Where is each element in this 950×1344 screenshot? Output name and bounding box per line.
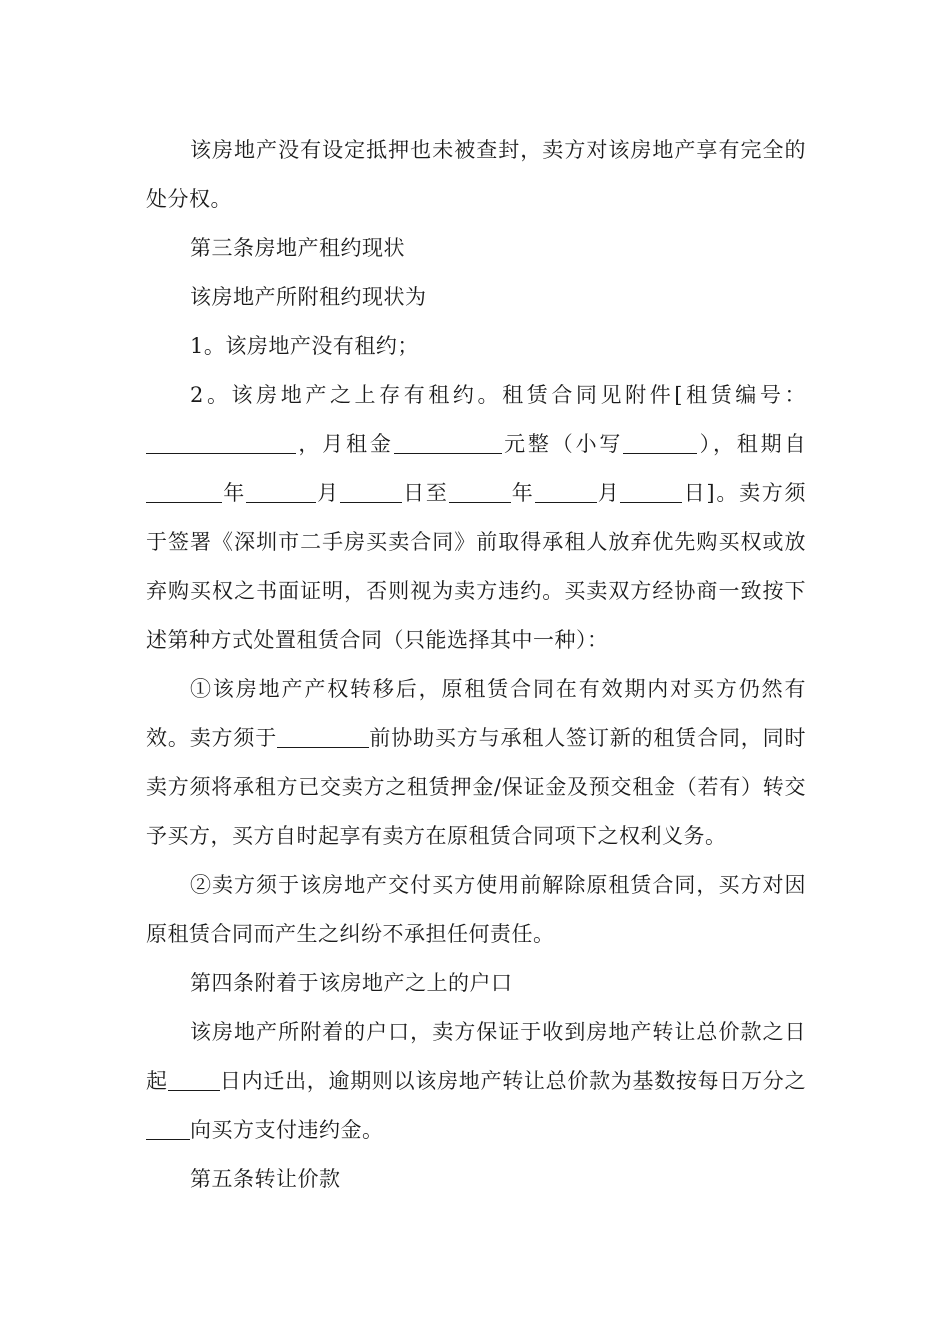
penalty-rate-blank (146, 1118, 190, 1140)
household-text-3: 向买方支付违约金。 (190, 1118, 384, 1142)
start-year-blank (146, 481, 222, 503)
lease-item-2-text-1: 2。该房地产之上存有租约。租赁合同见附件[租赁编号： (190, 383, 806, 407)
rent-lowercase-blank (623, 432, 697, 454)
lease-option-1-text-2: 前协助买方与承租人签订新的租赁合同，同时卖方须将承租方已交卖方之租赁押金/保证金及预交租金（若有）转交予买方，买方自时起享有卖方在原租赁合同项下之权利义务。 (146, 726, 806, 848)
article-3-title: 第三条房地产租约现状 (190, 236, 405, 260)
lease-item-2-text-7: 日至 (401, 481, 449, 505)
new-lease-deadline-blank (277, 726, 369, 748)
lease-item-1: 1。该房地产没有租约； (190, 334, 419, 358)
monthly-rent-blank (394, 432, 502, 454)
lease-item-2-text-3: 元整（小写 (501, 432, 624, 456)
lease-number-blank (146, 432, 296, 454)
paragraph-lease-status-intro: 该房地产所附租约现状为 (190, 285, 427, 309)
lease-item-2 (146, 371, 806, 665)
end-day-blank (620, 481, 682, 503)
lease-option-1 (146, 665, 806, 861)
lease-item-2-text-10: 日]。卖方须于签署《深圳市二手房买卖合同》前取得承租人放弃优先购买权或放弃购买权之书面证明，否则视为卖方违约。买卖双方经协商一致按下述第种方式处置租赁合同（只能选择其中一种）： (146, 481, 807, 652)
start-day-blank (340, 481, 402, 503)
lease-item-2-text-4: ），租期自 (697, 432, 806, 456)
article-4-title: 第四条附着于该房地产之上的户口 (190, 971, 513, 995)
lease-option-2: ②卖方须于该房地产交付买方使用前解除原租赁合同，买方对因原租赁合同而产生之纠纷不承担任何责任。 (146, 873, 806, 946)
document-page (146, 126, 806, 1204)
start-month-blank (246, 481, 316, 503)
household-text-1: 该房地产所附着的户口，卖方保证于收到房地产转让总价款之日起 (146, 1020, 806, 1093)
lease-item-2-text-6: 月 (315, 481, 340, 505)
lease-option-1-text-1: ①该房地产产权转移后，原租赁合同在有效期内对买方仍然有效。卖方须于 (146, 677, 806, 750)
lease-item-2-text-9: 月 (596, 481, 621, 505)
lease-item-2-text-8: 年 (510, 481, 535, 505)
household-text-2: 日内迁出，逾期则以该房地产转让总价款为基数按每日万分之 (219, 1069, 807, 1093)
lease-item-2-text-5: 年 (222, 481, 246, 505)
article-5-title: 第五条转让价款 (190, 1167, 341, 1191)
move-out-days-blank (168, 1069, 220, 1091)
lease-item-2-text-2: ，月租金 (296, 432, 394, 456)
paragraph-household-registration (146, 1008, 806, 1155)
end-year-blank (449, 481, 511, 503)
paragraph-mortgage-status: 该房地产没有设定抵押也未被查封，卖方对该房地产享有完全的处分权。 (146, 138, 806, 211)
end-month-blank (535, 481, 597, 503)
